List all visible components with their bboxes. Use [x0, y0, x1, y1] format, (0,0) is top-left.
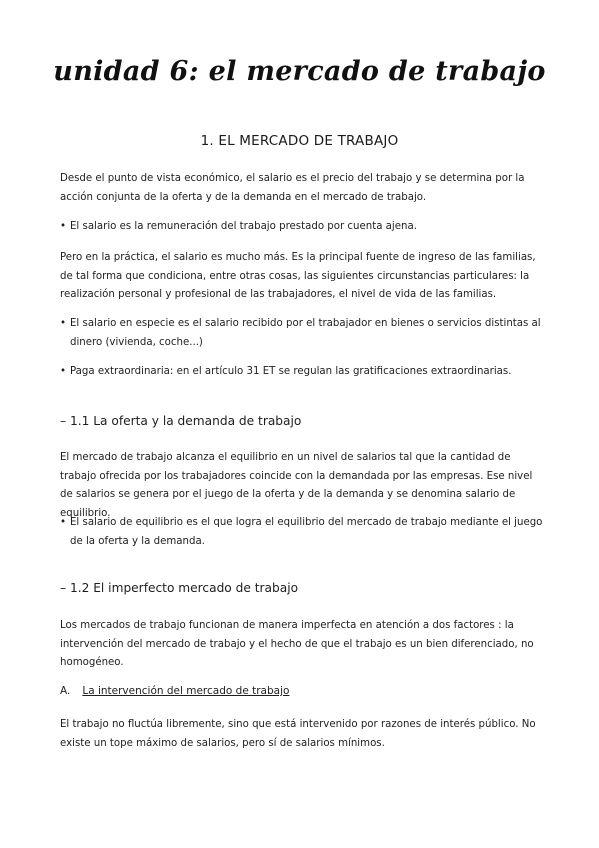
- intro-paragraph: Desde el punto de vista económico, el salario es el precio del trabajo y se determina por la acción conjunta de la oferta y de la demanda en el mercado de trabajo.: [60, 173, 525, 203]
- paragraph: Los mercados de trabajo funcionan de manera imperfecta en atención a dos factores : la intervención del mercado de trabajo y el hecho de que el trabajo es un bien diferenciado, no homogéneo.: [60, 620, 534, 668]
- bullet-icon: •: [60, 221, 67, 232]
- bullet-icon: •: [60, 366, 67, 377]
- paragraph: El trabajo no fluctúa libremente, sino que está intervenido por razones de interés público. No existe un tope máximo de salarios, pero sí de salarios mínimos.: [60, 719, 536, 749]
- sub-subsection-heading: [60, 685, 546, 697]
- bullet-text: El salario en especie es el salario recibido por el trabajador en bienes o servicios distintas al dinero (vivienda, coche...): [70, 318, 541, 348]
- bullet-text: El salario es la remuneración del trabajo prestado por cuenta ajena.: [70, 221, 417, 232]
- bullet-item: [60, 363, 546, 382]
- subsection-heading: – 1.2 El imperfecto mercado de trabajo: [60, 581, 299, 595]
- paragraph: Pero en la práctica, el salario es mucho más. Es la principal fuente de ingreso de las familias, de tal forma que condiciona, entre otras cosas, las siguientes circunstancias particulares: la realización personal y profesional de las trabajadores, el nivel de vida de las familias.: [60, 252, 536, 300]
- subsection-heading: – 1.1 La oferta y la demanda de trabajo: [60, 414, 302, 428]
- bullet-icon: •: [60, 318, 67, 329]
- bullet-text: El salario de equilibrio es el que logra el equilibrio del mercado de trabajo mediante el juego de la oferta y la demanda.: [70, 517, 543, 547]
- heading-text: La intervención del mercado de trabajo: [82, 685, 290, 697]
- document-title: unidad 6: el mercado de trabajo: [53, 56, 546, 87]
- bullet-text: Paga extraordinaria: en el artículo 31 ET se regulan las gratificaciones extraordinarias.: [70, 366, 512, 377]
- bullet-item: [60, 514, 546, 551]
- bullet-icon: •: [60, 517, 67, 528]
- section-heading: 1. EL MERCADO DE TRABAJO: [200, 133, 399, 149]
- bullet-item: [60, 315, 546, 352]
- bullet-item: [60, 218, 546, 237]
- paragraph: El mercado de trabajo alcanza el equilibrio en un nivel de salarios tal que la cantidad de trabajo ofrecida por los trabajadores coincide con la demandada por las empresas. Ese nivel de salarios se genera por el juego de la oferta y de la demanda y se denomina salario de equilibrio.: [60, 452, 533, 519]
- heading-letter: A.: [60, 685, 71, 697]
